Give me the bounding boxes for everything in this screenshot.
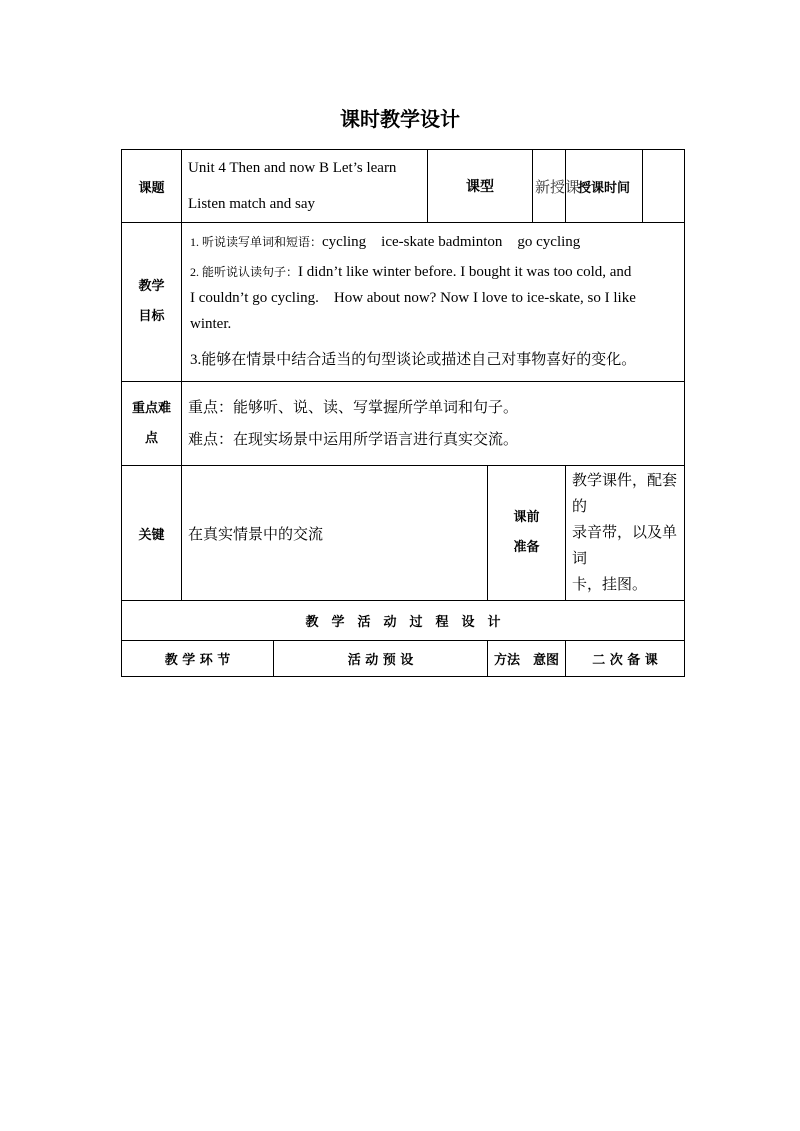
section-title-row (122, 601, 685, 641)
goal-2-line-3: winter. (190, 316, 232, 332)
goal-1-words: cycling ice-skate badminton go cycling (322, 234, 581, 250)
lesson-time-value (643, 150, 685, 223)
key-point: 重点：能够听、说、读、写掌握所学单词和句子。 (188, 399, 519, 416)
lesson-time-label: 授课时间 (566, 150, 643, 223)
process-header-row (122, 641, 685, 677)
goals-label (122, 223, 182, 382)
col-activity-header: 活 动 预 设 (274, 641, 488, 677)
goals-label-line-2: 目标 (138, 309, 165, 324)
col-stage-header: 教 学 环 节 (122, 641, 274, 677)
prep-label-line-1: 课前 (513, 510, 540, 525)
lesson-plan-table (121, 149, 685, 677)
topic-row (122, 150, 685, 223)
prep-value (566, 466, 685, 601)
topic-line-2: Listen match and say (188, 196, 316, 212)
difficult-point: 难点：在现实场景中运用所学语言进行真实交流。 (188, 431, 519, 448)
col-method-header: 方法 意图 (488, 641, 566, 677)
goal-1-prefix: 1. 听说读写单词和短语： (190, 235, 323, 249)
section-title: 教 学 活 动 过 程 设 计 (122, 601, 685, 641)
col-revision-header: 二 次 备 课 (566, 641, 685, 677)
focus-content (182, 382, 685, 466)
goal-1 (190, 229, 676, 255)
lesson-type-value: 新授课 (533, 150, 566, 223)
focus-label-line-1: 重点难 (131, 400, 171, 416)
page-title: 课时教学设计 (340, 107, 460, 131)
goals-row (122, 223, 685, 382)
goal-2-line-1: I didn’t like winter before. I bought it was too cold, and (298, 264, 632, 280)
key-value: 在真实情景中的交流 (182, 466, 488, 601)
goal-2-line-2: I couldn’t go cycling. How about now? Now I love to ice-skate, so I like (190, 290, 636, 306)
lesson-type-label: 课型 (428, 150, 533, 223)
goals-label-line-1: 教学 (138, 279, 165, 294)
focus-label (122, 382, 182, 466)
focus-label-line-2: 点 (144, 430, 158, 446)
topic-line-1: Unit 4 Then and now B Let’s learn (188, 160, 397, 176)
prep-line-2: 录音带，以及单词 (572, 525, 678, 567)
goal-3: 3.能够在情景中结合适当的句型谈论或描述自己对事物喜好的变化。 (190, 352, 637, 368)
prep-line-3: 卡，挂图。 (572, 577, 648, 593)
prep-label (488, 466, 566, 601)
key-row (122, 466, 685, 601)
focus-row (122, 382, 685, 466)
goal-2 (190, 259, 676, 337)
prep-line-1: 教学课件，配套的 (572, 473, 678, 515)
topic-label: 课题 (122, 150, 182, 223)
key-label: 关键 (122, 466, 182, 601)
goal-2-prefix: 2. 能听说认读句子： (190, 265, 299, 279)
topic-value (182, 150, 428, 223)
goals-content (182, 223, 685, 382)
prep-label-line-2: 准备 (513, 540, 540, 555)
